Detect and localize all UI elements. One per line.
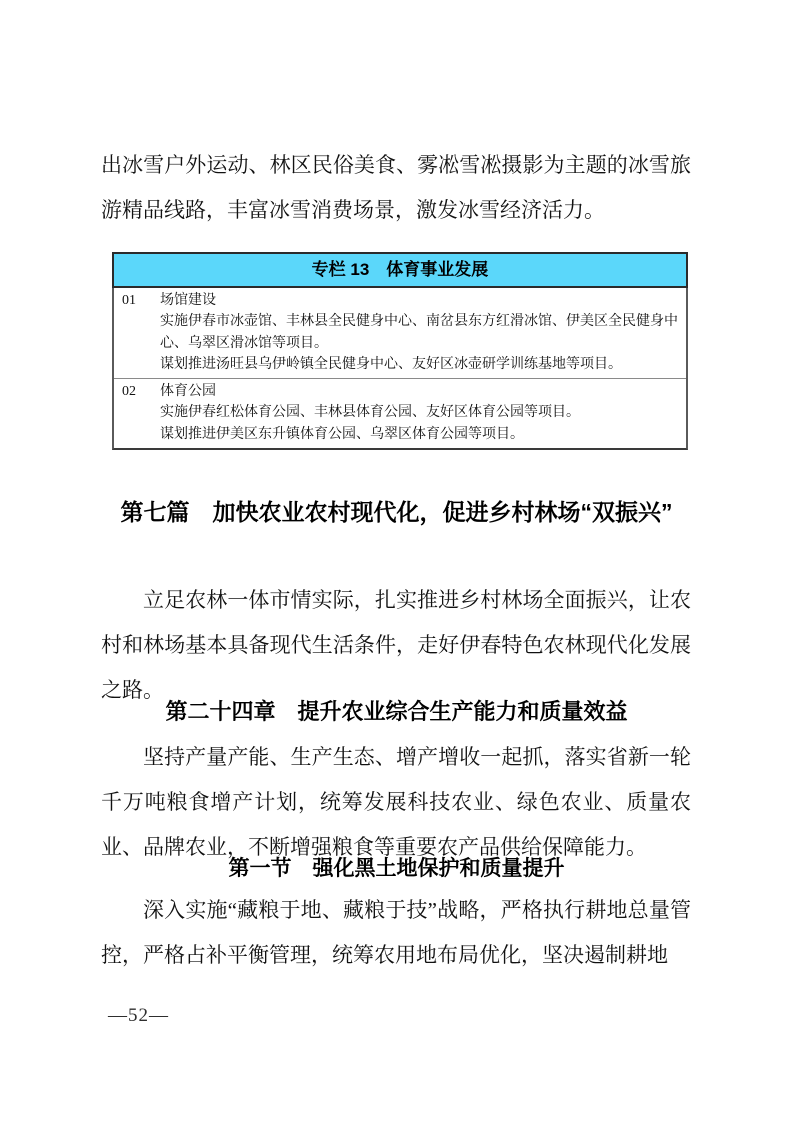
chapter-heading: 第二十四章 提升农业综合生产能力和质量效益 (165, 699, 628, 724)
section-heading: 第一节 强化黑土地保护和质量提升 (228, 856, 565, 880)
row-content (160, 381, 678, 445)
row-title: 场馆建设 (160, 293, 216, 308)
row-content (160, 290, 678, 375)
part-heading: 第七篇 加快农业农村现代化，促进乡村林场“双振兴” (120, 499, 673, 525)
page-number: —52— (108, 1005, 169, 1026)
row-line: 谋划推进汤旺县乌伊岭镇全民健身中心、友好区冰壶研学训练基地等项目。 (160, 356, 622, 372)
table-row (114, 378, 686, 448)
row-line: 谋划推进伊美区东升镇体育公园、乌翠区体育公园等项目。 (160, 426, 524, 442)
feature-box-sports (112, 252, 688, 450)
row-line: 实施伊春市冰壶馆、丰林县全民健身中心、南岔县东方红滑冰馆、伊美区全民健身中心、乌翠区滑冰馆等项目。 (160, 314, 678, 351)
row-title: 体育公园 (160, 384, 216, 400)
paragraph-chapter-intro: 坚持产量产能、生产生态、增产增收一起抓，落实省新一轮千万吨粮食增产计划，统筹发展科技农业、绿色农业、质量农业、品牌农业，不断增强粮食等重要农产品供给保障能力。 (101, 745, 691, 859)
paragraph-top-continuation: 出冰雪户外运动、林区民俗美食、雾凇雪凇摄影为主题的冰雪旅游精品线路，丰富冰雪消费场景，激发冰雪经济活力。 (101, 153, 691, 222)
box-header: 专栏 13 体育事业发展 (112, 252, 688, 288)
row-line: 实施伊春红松体育公园、丰林县体育公园、友好区体育公园等项目。 (160, 405, 580, 421)
row-number: 02 (122, 384, 136, 400)
box-body (112, 288, 688, 450)
row-number: 01 (122, 293, 136, 308)
paragraph-section-body: 深入实施“藏粮于地、藏粮于技”战略，严格执行耕地总量管控，严格占补平衡管理，统筹农用地布局优化，坚决遏制耕地 (101, 898, 691, 967)
table-row (114, 288, 686, 378)
paragraph-part-intro: 立足农林一体市情实际，扎实推进乡村林场全面振兴，让农村和林场基本具备现代生活条件，走好伊春特色农林现代化发展之路。 (101, 588, 691, 702)
